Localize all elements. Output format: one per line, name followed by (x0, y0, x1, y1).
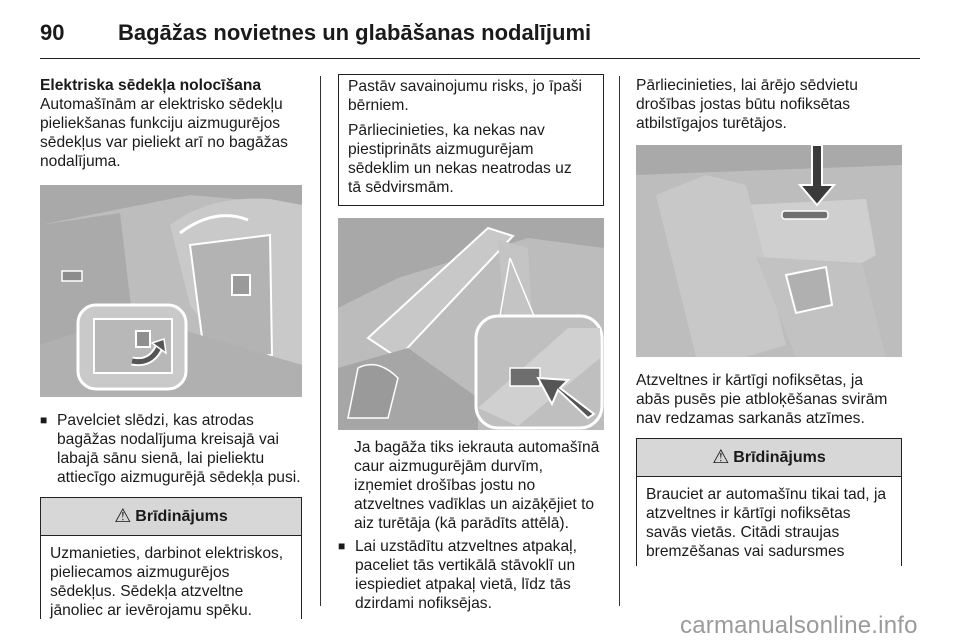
column-divider-2 (619, 76, 620, 606)
column-divider-1 (320, 76, 321, 606)
bullet-line: labajā sānu sienā, lai pieliektu (57, 450, 265, 467)
seat-switch-illustration (40, 185, 302, 397)
bullet-line: attiecīgo aizmugurējā sēdekļa pusi. (57, 469, 301, 486)
bullet-square-icon: ■ (40, 413, 48, 427)
warning-text (637, 477, 901, 565)
page-header (40, 16, 920, 60)
warning-line: piestiprināts aizmugurējam (348, 141, 534, 158)
page-title: Bagāžas novietnes un glabāšanas nodalījumi (118, 20, 592, 45)
warning-line: pieliecamos aizmugurējos (50, 564, 230, 581)
instruction-bullet (338, 537, 604, 613)
warning-box-continued (338, 74, 604, 206)
warning-box (636, 438, 902, 566)
bullet-square-icon: ■ (338, 539, 346, 553)
paragraph-line: caur aizmugurējām durvīm, (354, 458, 543, 475)
page-number: 90 (40, 20, 65, 45)
warning-line: atzveltnes ir kārtīgi nofiksētas (646, 505, 851, 522)
warning-line: sēdeklim un nekas neatrodas uz (348, 160, 572, 177)
column-1 (40, 76, 302, 619)
instruction-bullet (40, 411, 302, 487)
warning-title: Brīdinājums (733, 448, 826, 466)
seat-switch-drawing (40, 185, 302, 397)
warning-line: savās vietās. Citādi straujas (646, 524, 840, 541)
intro-line: pieliekšanas funkciju aizmugurējos (40, 115, 281, 132)
paragraph-line: atbilstīgajos turētājos. (636, 115, 787, 132)
paragraph-line: abās pusēs pie atbloķēšanas svirām (636, 391, 888, 408)
bullet-line: Lai uzstādītu atzveltnes atpakaļ, (355, 538, 577, 555)
warning-line: Pastāv savainojumu risks, jo īpaši (348, 78, 583, 95)
warning-line: tā sēdvirsmām. (348, 179, 454, 196)
warning-line: Uzmanieties, darbinot elektriskos, (50, 545, 284, 562)
warning-text (41, 536, 301, 624)
header-rule (40, 58, 920, 59)
bullet-line: iespiediet atpakaļ vietā, līdz tās (355, 576, 571, 593)
paragraph-line: drošības jostas būtu nofiksētas (636, 96, 851, 113)
outer-belt-drawing (636, 145, 902, 357)
paragraph-line: atzveltnes vadīklas un aizāķējiet to (354, 496, 595, 513)
intro-line: sēdekļus var pieliekt arī no bagāžas (40, 134, 288, 151)
outer-belt-illustration (636, 145, 902, 357)
column-2 (338, 76, 604, 613)
belt-holder-drawing (338, 218, 604, 430)
warning-line: Pārliecinieties, ka nekas nav (348, 122, 545, 139)
warning-line: bremzēšanas vai sadursmes (646, 543, 845, 560)
bullet-line: dzirdami nofiksējas. (355, 595, 492, 612)
belt-holder-illustration (338, 218, 604, 430)
paragraph-line: Pārliecinieties, lai ārējo sēdvietu (636, 77, 858, 94)
warning-header (637, 439, 901, 477)
warning-line: jānoliec ar ievērojamu spēku. (50, 602, 252, 619)
watermark: carmanualsonline.info (680, 612, 918, 639)
warning-title: Brīdinājums (135, 507, 228, 525)
bullet-line: paceliet tās vertikālā stāvoklī un (355, 557, 576, 574)
lock-paragraph (636, 371, 902, 428)
bullet-line: bagāžas nodalījuma kreisajā vai (57, 431, 279, 448)
warning-header (41, 498, 301, 536)
warning-line: Brauciet ar automašīnu tikai tad, ja (646, 486, 887, 503)
paragraph-line: aiz turētāja (kā parādīts attēlā). (354, 515, 569, 532)
paragraph-line: Ja bagāža tiks iekrauta automašīnā (354, 439, 600, 456)
section-heading: Elektriska sēdekļa nolocīšana (40, 77, 262, 94)
warning-triangle-icon: ⚠ (712, 447, 730, 468)
bullet-line: Pavelciet slēdzi, kas atrodas (57, 412, 254, 429)
paragraph-line: nav redzamas sarkanās atzīmes. (636, 410, 865, 427)
warning-triangle-icon: ⚠ (114, 506, 132, 527)
column-3 (636, 76, 902, 566)
intro-line: nodalījuma. (40, 153, 121, 170)
belt-paragraph (338, 438, 604, 533)
intro-line: Automašīnām ar elektrisko sēdekļu (40, 96, 283, 113)
warning-box (40, 497, 302, 619)
warning-line: sēdekļus. Sēdekļa atzveltne (50, 583, 244, 600)
paragraph-line: izņemiet drošības jostu no (354, 477, 536, 494)
paragraph-line: Atzveltnes ir kārtīgi nofiksētas, ja (636, 372, 864, 389)
warning-line: bērniem. (348, 97, 409, 114)
